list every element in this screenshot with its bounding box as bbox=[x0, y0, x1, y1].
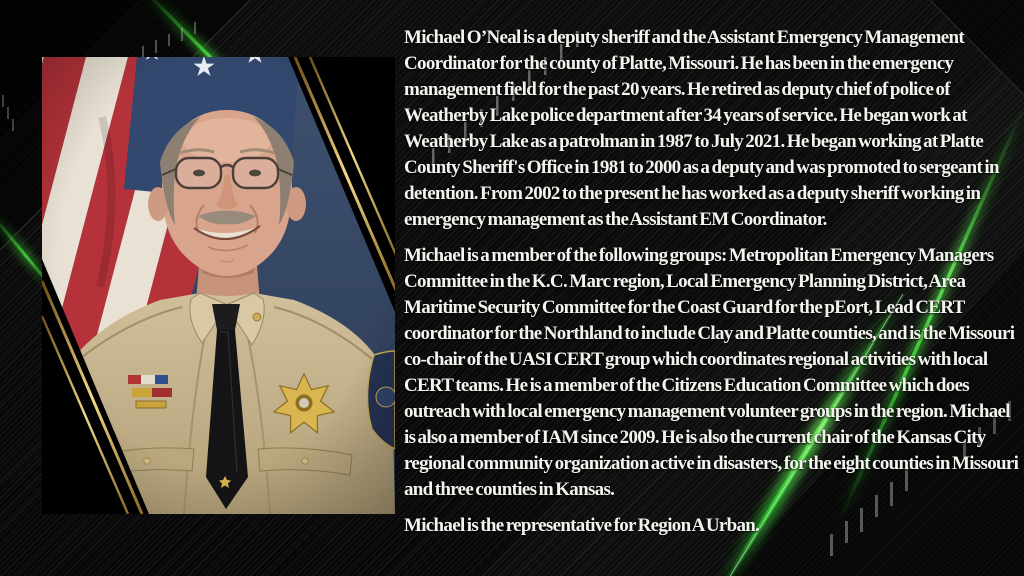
bio-text bbox=[404, 25, 1022, 549]
portrait-photo bbox=[42, 57, 395, 514]
bio-paragraph-2: Michael is a member of the following groups: Metropolitan Emergency Managers Committee in the K.C. Marc region, Local Emergency Planning District, Area Maritime Security Committee for the Coast Guard for the pEort, Lead CERT coordinator for the Northland to include Clay and Platte counties, and is the Missouri co-chair of the UASI CERT group which coordinates regional activities with local CERT teams. He is a member of the Citizens Education Committee which does outreach with local emergency management volunteer groups in the region. Michael is also a member of IAM since 2009. He is also the current chair of the Kansas City regional community organization active in disasters, for the eight counties in Missouri and three counties in Kansas. bbox=[404, 245, 1019, 500]
photo-frame bbox=[42, 57, 395, 514]
bio-paragraph-3: Michael is the representative for Region A Urban. bbox=[404, 515, 760, 536]
bio-paragraph-1: Michael O’Neal is a deputy sheriff and the Assistant Emergency Management Coordinator for the county of Platte, Missouri. He has been in the emergency management field for the past 20 years. He retired as deputy chief of police of Weatherby Lake police department after 34 years of service. He began work at Weatherby Lake as a patrolman in 1987 to July 2021. He began working at Platte County Sheriff's Office in 1981 to 2000 as a deputy and was promoted to sergeant in detention. From 2002 to the present he has worked as a deputy sheriff working in emergency management as the Assistant EM Coordinator. bbox=[404, 27, 999, 230]
